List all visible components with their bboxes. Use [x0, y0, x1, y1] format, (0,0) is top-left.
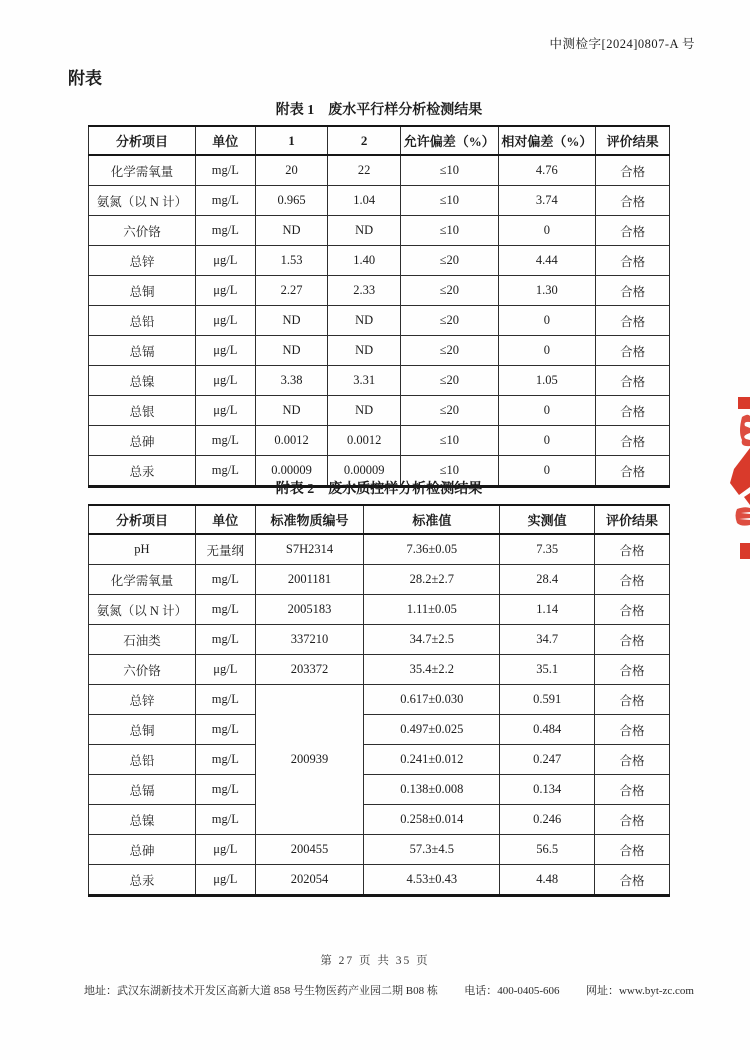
value-cell: ND	[255, 396, 328, 426]
table-row	[89, 745, 670, 775]
row-label-cell: 总铜	[89, 715, 196, 745]
value-cell: 合格	[595, 715, 670, 745]
table1-header-row	[89, 126, 670, 155]
row-label-cell: 总汞	[89, 865, 196, 896]
value-cell: 0.258±0.014	[364, 805, 500, 835]
row-label-cell: 总锌	[89, 685, 196, 715]
value-cell: 3.31	[328, 366, 401, 396]
value-cell: 7.36±0.05	[364, 534, 500, 565]
value-cell: μg/L	[195, 396, 255, 426]
value-cell: 203372	[255, 655, 364, 685]
value-cell: 0.965	[255, 186, 328, 216]
row-label-cell: 化学需氧量	[89, 155, 196, 186]
value-cell: mg/L	[195, 805, 255, 835]
value-cell: ≤20	[400, 306, 498, 336]
table-row	[89, 426, 670, 456]
value-cell: 337210	[255, 625, 364, 655]
table2-section	[88, 481, 670, 897]
value-cell: 合格	[596, 396, 670, 426]
value-cell: 0.591	[500, 685, 595, 715]
doc-number: 中测检字[2024]0807-A 号	[549, 37, 695, 51]
column-header: 标准值	[364, 505, 500, 534]
value-cell: 7.35	[500, 534, 595, 565]
table-row	[89, 595, 670, 625]
value-cell: 0	[498, 396, 596, 426]
column-header: 相对偏差（%）	[498, 126, 596, 155]
footer-address: 地址：武汉东湖新技术开发区高新大道 858 号生物医药产业园二期 B08 栋	[84, 985, 438, 997]
value-cell: 合格	[596, 366, 670, 396]
value-cell: 合格	[595, 625, 670, 655]
value-cell: 35.4±2.2	[364, 655, 500, 685]
footer-phone: 电话：400-0405-606	[464, 985, 560, 997]
value-cell: ND	[255, 336, 328, 366]
value-cell: 1.53	[255, 246, 328, 276]
value-cell: ND	[328, 336, 401, 366]
value-cell: μg/L	[195, 276, 255, 306]
value-cell: 4.76	[498, 155, 596, 186]
value-cell: 无量纲	[195, 534, 255, 565]
row-label-cell: 总银	[89, 396, 196, 426]
value-cell: ≤20	[400, 276, 498, 306]
value-cell: 合格	[595, 565, 670, 595]
value-cell: ND	[328, 396, 401, 426]
table-row	[89, 805, 670, 835]
footer-contact-line	[84, 982, 694, 998]
column-header: 单位	[195, 505, 255, 534]
value-cell: 合格	[596, 456, 670, 487]
value-cell: 合格	[595, 655, 670, 685]
value-cell: ≤10	[400, 426, 498, 456]
value-cell: mg/L	[195, 595, 255, 625]
value-cell: ≤20	[400, 246, 498, 276]
value-cell: 合格	[595, 865, 670, 896]
table-row	[89, 534, 670, 565]
value-cell: ND	[328, 216, 401, 246]
row-label-cell: 总铜	[89, 276, 196, 306]
row-label-cell: 氨氮（以 N 计）	[89, 595, 196, 625]
red-seal-icon	[720, 393, 750, 565]
value-cell: 0.246	[500, 805, 595, 835]
value-cell: 合格	[596, 216, 670, 246]
value-cell: 2.33	[328, 276, 401, 306]
table1-section	[88, 102, 670, 488]
row-label-cell: 总汞	[89, 456, 196, 487]
value-cell: 4.44	[498, 246, 596, 276]
value-cell: 合格	[595, 685, 670, 715]
value-cell: 28.4	[500, 565, 595, 595]
value-cell: S7H2314	[255, 534, 364, 565]
table-row	[89, 336, 670, 366]
value-cell: 0.484	[500, 715, 595, 745]
value-cell: 34.7	[500, 625, 595, 655]
column-header: 评价结果	[595, 505, 670, 534]
table2-header-row	[89, 505, 670, 534]
value-cell: 0.617±0.030	[364, 685, 500, 715]
value-cell: 0	[498, 426, 596, 456]
value-cell: 合格	[596, 336, 670, 366]
value-cell: ≤20	[400, 396, 498, 426]
column-header: 1	[255, 126, 328, 155]
value-cell: 0.134	[500, 775, 595, 805]
row-label-cell: 石油类	[89, 625, 196, 655]
column-header: 分析项目	[89, 126, 196, 155]
value-cell: 3.38	[255, 366, 328, 396]
value-cell: mg/L	[195, 186, 255, 216]
value-cell: 1.14	[500, 595, 595, 625]
row-label-cell: 总砷	[89, 426, 196, 456]
value-cell: mg/L	[195, 426, 255, 456]
value-cell: μg/L	[195, 306, 255, 336]
value-cell: 2005183	[255, 595, 364, 625]
value-cell: 0.0012	[328, 426, 401, 456]
value-cell: 合格	[595, 595, 670, 625]
row-label-cell: 化学需氧量	[89, 565, 196, 595]
value-cell: 0	[498, 216, 596, 246]
value-cell: mg/L	[195, 625, 255, 655]
value-cell: μg/L	[195, 865, 255, 896]
value-cell: 0	[498, 306, 596, 336]
table-row	[89, 835, 670, 865]
value-cell: 0.138±0.008	[364, 775, 500, 805]
value-cell: mg/L	[195, 155, 255, 186]
value-cell: 合格	[596, 186, 670, 216]
row-label-cell: 六价铬	[89, 655, 196, 685]
table-row	[89, 216, 670, 246]
value-cell: mg/L	[195, 456, 255, 487]
value-cell: 28.2±2.7	[364, 565, 500, 595]
value-cell: μg/L	[195, 336, 255, 366]
value-cell: 0.00009	[328, 456, 401, 487]
value-cell: 202054	[255, 865, 364, 896]
value-cell: ≤20	[400, 366, 498, 396]
table-row	[89, 246, 670, 276]
value-cell: mg/L	[195, 685, 255, 715]
row-label-cell: 总铅	[89, 745, 196, 775]
table-row	[89, 685, 670, 715]
table-row	[89, 186, 670, 216]
page-number: 第 27 页 共 35 页	[320, 955, 430, 967]
table-row	[89, 396, 670, 426]
table1	[88, 125, 670, 488]
value-cell: 56.5	[500, 835, 595, 865]
value-cell: ≤10	[400, 216, 498, 246]
value-cell: 合格	[595, 805, 670, 835]
value-cell: mg/L	[195, 715, 255, 745]
value-cell: 合格	[596, 426, 670, 456]
value-cell: 2001181	[255, 565, 364, 595]
column-header: 实测值	[500, 505, 595, 534]
table-row	[89, 155, 670, 186]
value-cell: 0.497±0.025	[364, 715, 500, 745]
value-cell: 合格	[595, 745, 670, 775]
value-cell: 合格	[596, 246, 670, 276]
row-label-cell: 氨氮（以 N 计）	[89, 186, 196, 216]
value-cell: 1.30	[498, 276, 596, 306]
table-row	[89, 655, 670, 685]
row-label-cell: pH	[89, 534, 196, 565]
column-header: 允许偏差（%）	[400, 126, 498, 155]
table-row	[89, 775, 670, 805]
value-cell: 合格	[596, 306, 670, 336]
value-cell: ≤10	[400, 186, 498, 216]
value-cell: 0	[498, 456, 596, 487]
column-header: 评价结果	[596, 126, 670, 155]
value-cell: mg/L	[195, 565, 255, 595]
row-label-cell: 总铅	[89, 306, 196, 336]
table-row	[89, 865, 670, 896]
value-cell: 4.48	[500, 865, 595, 896]
value-cell: 1.05	[498, 366, 596, 396]
footer-website: 网址：www.byt-zc.com	[585, 985, 694, 997]
table1-body	[89, 155, 670, 487]
value-cell: μg/L	[195, 366, 255, 396]
value-cell: ND	[328, 306, 401, 336]
column-header: 分析项目	[89, 505, 196, 534]
table1-title: 附表 1 废水平行样分析检测结果	[275, 103, 483, 118]
value-cell: 34.7±2.5	[364, 625, 500, 655]
value-cell: 0.00009	[255, 456, 328, 487]
row-label-cell: 总砷	[89, 835, 196, 865]
value-cell: μg/L	[195, 246, 255, 276]
row-label-cell: 总镍	[89, 805, 196, 835]
value-cell: μg/L	[195, 655, 255, 685]
value-cell: 1.11±0.05	[364, 595, 500, 625]
row-label-cell: 总镍	[89, 366, 196, 396]
value-cell: 合格	[595, 534, 670, 565]
table-row	[89, 625, 670, 655]
value-cell: 1.04	[328, 186, 401, 216]
column-header: 单位	[195, 126, 255, 155]
table2-title: 附表 2 废水质控样分析检测结果	[275, 482, 483, 497]
value-cell: 0	[498, 336, 596, 366]
value-cell: 合格	[595, 835, 670, 865]
value-cell: 3.74	[498, 186, 596, 216]
value-cell: 合格	[595, 775, 670, 805]
value-cell: mg/L	[195, 775, 255, 805]
value-cell: 0.247	[500, 745, 595, 775]
value-cell: 20	[255, 155, 328, 186]
value-cell: 0.0012	[255, 426, 328, 456]
value-cell: mg/L	[195, 216, 255, 246]
value-cell: ≤20	[400, 336, 498, 366]
table-row	[89, 306, 670, 336]
value-cell: 2.27	[255, 276, 328, 306]
value-cell: 0.241±0.012	[364, 745, 500, 775]
value-cell: 35.1	[500, 655, 595, 685]
table-row	[89, 276, 670, 306]
appendix-heading: 附表	[68, 69, 102, 88]
row-label-cell: 总锌	[89, 246, 196, 276]
value-cell: mg/L	[195, 745, 255, 775]
column-header: 2	[328, 126, 401, 155]
table-row	[89, 366, 670, 396]
value-cell: ND	[255, 306, 328, 336]
value-cell: 57.3±4.5	[364, 835, 500, 865]
value-cell: ND	[255, 216, 328, 246]
table2-body	[89, 534, 670, 896]
row-label-cell: 六价铬	[89, 216, 196, 246]
value-cell: 合格	[596, 155, 670, 186]
row-label-cell: 总镉	[89, 775, 196, 805]
row-label-cell: 总镉	[89, 336, 196, 366]
value-cell: ≤10	[400, 155, 498, 186]
value-cell: μg/L	[195, 835, 255, 865]
value-cell: 200455	[255, 835, 364, 865]
value-cell: ≤10	[400, 456, 498, 487]
column-header: 标准物质编号	[255, 505, 364, 534]
table-row	[89, 715, 670, 745]
table2	[88, 504, 670, 897]
value-cell: 4.53±0.43	[364, 865, 500, 896]
value-cell: 200939	[255, 685, 364, 835]
table-row	[89, 565, 670, 595]
value-cell: 合格	[596, 276, 670, 306]
value-cell: 1.40	[328, 246, 401, 276]
value-cell: 22	[328, 155, 401, 186]
